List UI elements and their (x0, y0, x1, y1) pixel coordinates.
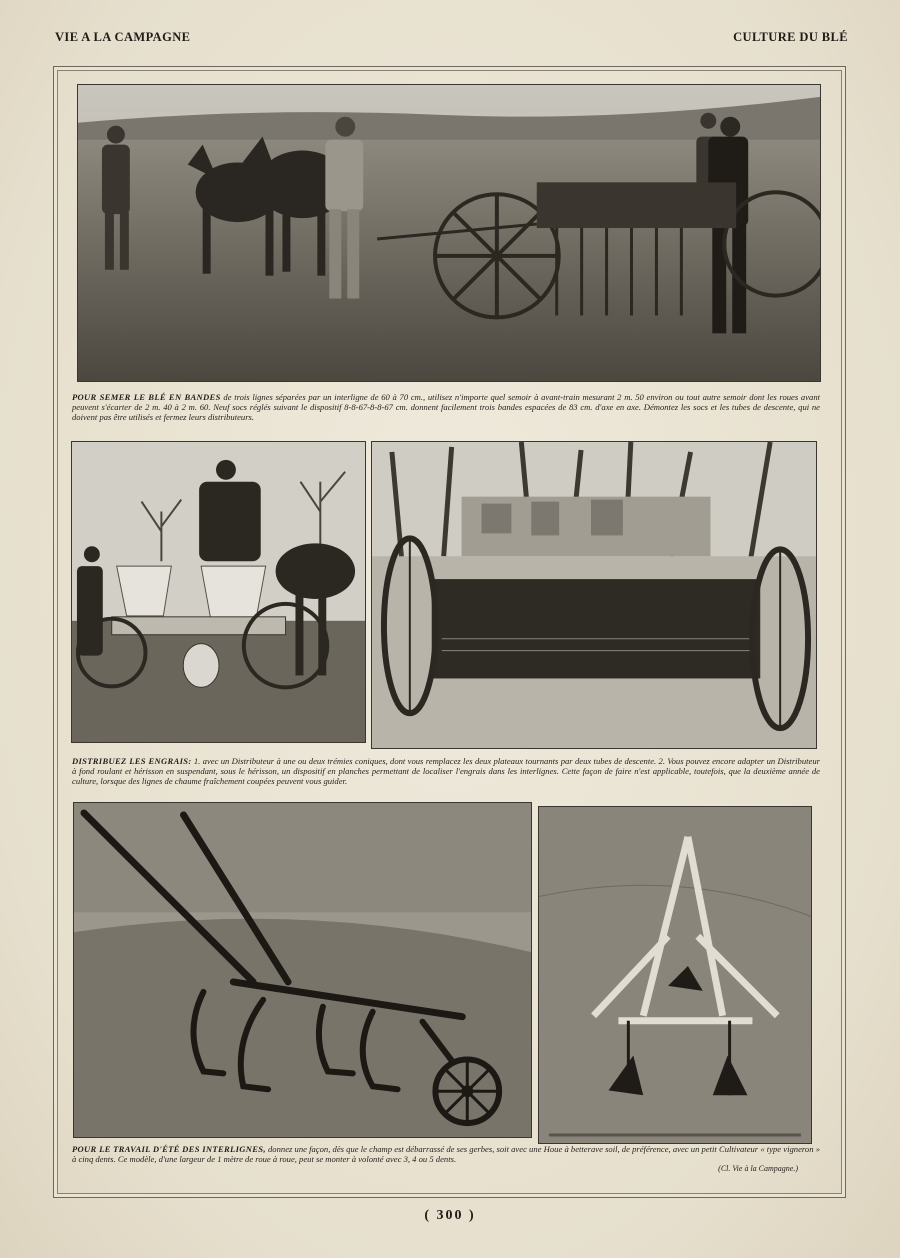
caption-seeding-lead: POUR SEMER LE BLÉ EN BANDES (72, 392, 221, 402)
caption-summer-lead: POUR LE TRAVAIL D'ÉTÉ DES INTERLIGNES, (72, 1144, 266, 1154)
photo-cultivator (73, 802, 532, 1138)
running-head-left: VIE A LA CAMPAGNE (55, 30, 191, 44)
running-head-right: CULTURE DU BLÉ (733, 30, 848, 44)
photo-beet-hoe (538, 806, 812, 1144)
photo-credit: (Cl. Vie à la Campagne.) (718, 1164, 798, 1174)
page-number: ( 300 ) (424, 1208, 476, 1223)
photo-horses-seed-drill (77, 84, 821, 382)
caption-fertilizer-text: 1. avec un Distributeur à une ou deux trémies coniques, dont vous remplacez les deux plateaux tournants par deux tubes de descente. 2. Vous pouvez encore adapter un Distributeur à fond roulant et hérisson en suspendant, sous le hérisson, un dispositif en planches permettant de localiser l'engrais dans les interlignes. Cette façon de faire n'est applicable, toutefois, que la deuxième année de culture, lorsque des lignes de chaume fraîchement coupées peuvent vous guider. (72, 756, 820, 787)
caption-fertilizer (72, 756, 820, 787)
photo-seed-drill-closeup (371, 441, 817, 749)
caption-seeding-text: de trois lignes séparées par un interligne de 60 à 70 cm., utilisez n'importe quel semoir à avant-train mesurant 2 m. 50 environ ou tout autre semoir dont les roues avant peuvent s'écarter de 2 m. 40 à 2 m. 60. Neuf socs réglés suivant le dispositif 8-8-67-8-8-67 cm. donnent facilement trois bandes espacées de 83 cm. d'axe en axe. Démontez les socs et les tubes de descente, qui ne doivent pas être utilisés et fermez leurs distributeurs. (72, 392, 821, 423)
photo-fertilizer-distributor (71, 441, 366, 743)
caption-summer-text: donnez une façon, dès que le champ est débarrassé de ses gerbes, soit avec une Houe à betterave soil, de préférence, avec un petit Cultivateur « type vigneron » à cinq dents. Ce modèle, d'une largeur de 1 mètre de roue à roue, peut se monter à volonté avec 3, 4 ou 5 dents. (72, 1144, 820, 1165)
caption-seeding (72, 392, 820, 423)
caption-summer-work (72, 1144, 820, 1175)
caption-fertilizer-lead: DISTRIBUEZ LES ENGRAIS: (72, 756, 192, 766)
